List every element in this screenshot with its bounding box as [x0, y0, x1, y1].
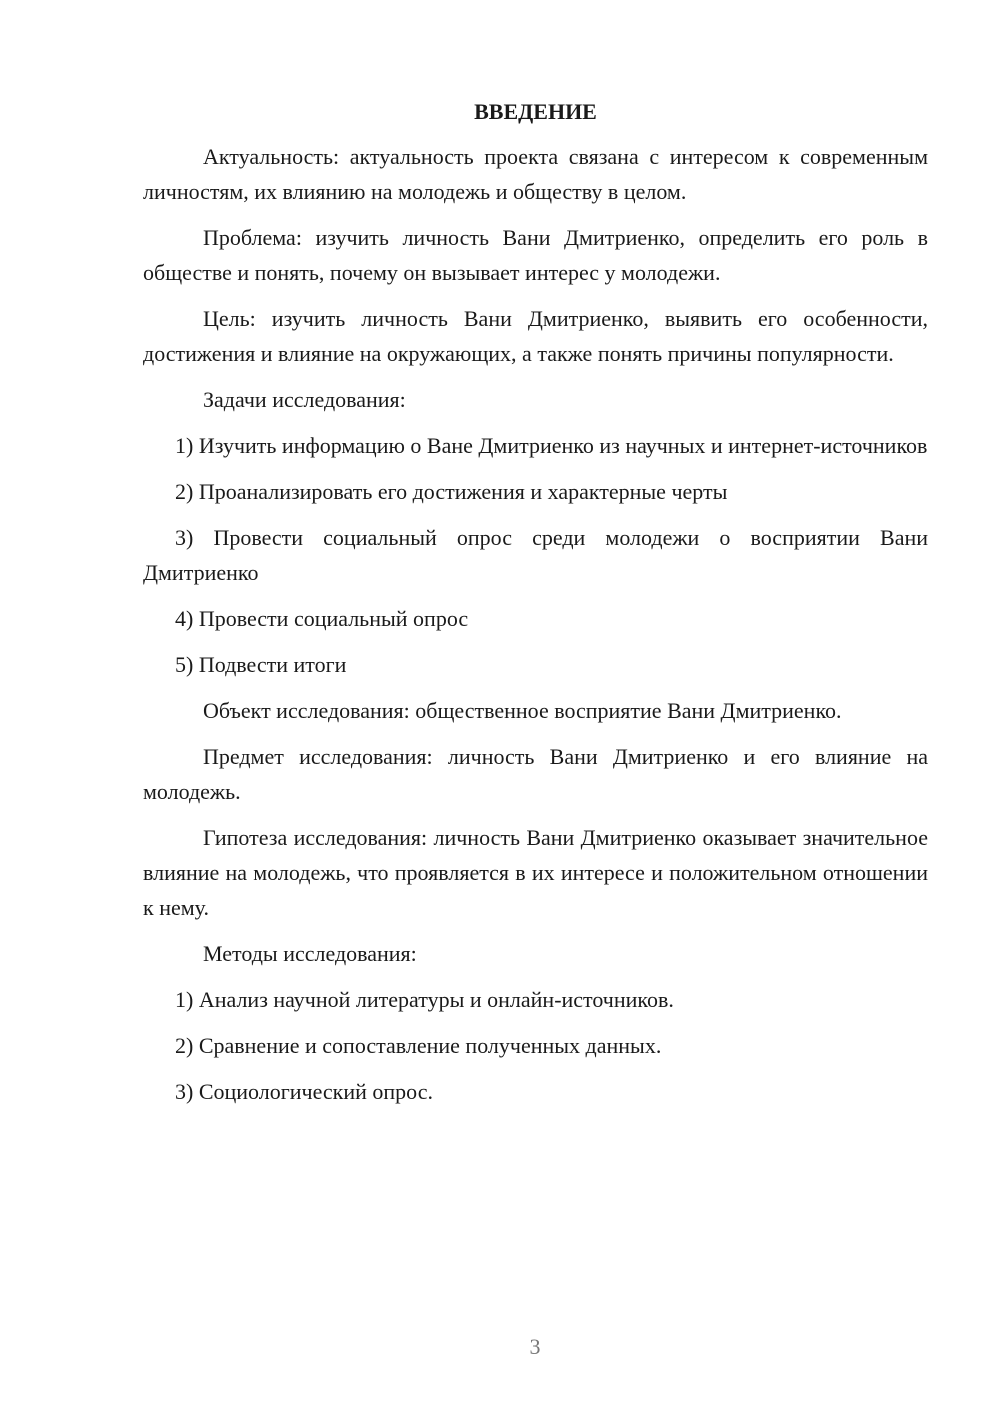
task-item-4: 4) Провести социальный опрос — [175, 606, 469, 631]
section-title: ВВЕДЕНИЕ — [474, 99, 597, 124]
task-item-3: 3) Провести социальный опрос среди молодежи о восприятии Вани Дмитриенко — [143, 525, 928, 585]
method-item-2: 2) Сравнение и сопоставление полученных данных. — [175, 1033, 662, 1058]
methods-heading: Методы исследования: — [203, 941, 417, 966]
method-item-1: 1) Анализ научной литературы и онлайн-источников. — [175, 987, 674, 1012]
hypothesis-paragraph: Гипотеза исследования: личность Вани Дмитриенко оказывает значительное влияние на молодежь, что проявляется в их интересе и положительном отношении к нему. — [143, 825, 928, 920]
object-paragraph: Объект исследования: общественное восприятие Вани Дмитриенко. — [203, 698, 842, 723]
page-number: 3 — [529, 1334, 541, 1359]
task-item-2: 2) Проанализировать его достижения и характерные черты — [175, 479, 728, 504]
method-item-3: 3) Социологический опрос. — [175, 1079, 433, 1104]
relevance-paragraph: Актуальность: актуальность проекта связана с интересом к современным личностям, их влиянию на молодежь и обществу в целом. — [143, 144, 928, 204]
page-content — [143, 94, 928, 1120]
problem-paragraph: Проблема: изучить личность Вани Дмитриенко, определить его роль в обществе и понять, почему он вызывает интерес у молодежи. — [143, 225, 928, 285]
task-item-1: 1) Изучить информацию о Ване Дмитриенко из научных и интернет-источников — [175, 433, 928, 458]
task-item-5: 5) Подвести итоги — [175, 652, 347, 677]
goal-paragraph: Цель: изучить личность Вани Дмитриенко, выявить его особенности, достижения и влияние на окружающих, а также понять причины популярности. — [143, 306, 928, 366]
tasks-heading: Задачи исследования: — [203, 387, 406, 412]
subject-paragraph: Предмет исследования: личность Вани Дмитриенко и его влияние на молодежь. — [143, 744, 928, 804]
